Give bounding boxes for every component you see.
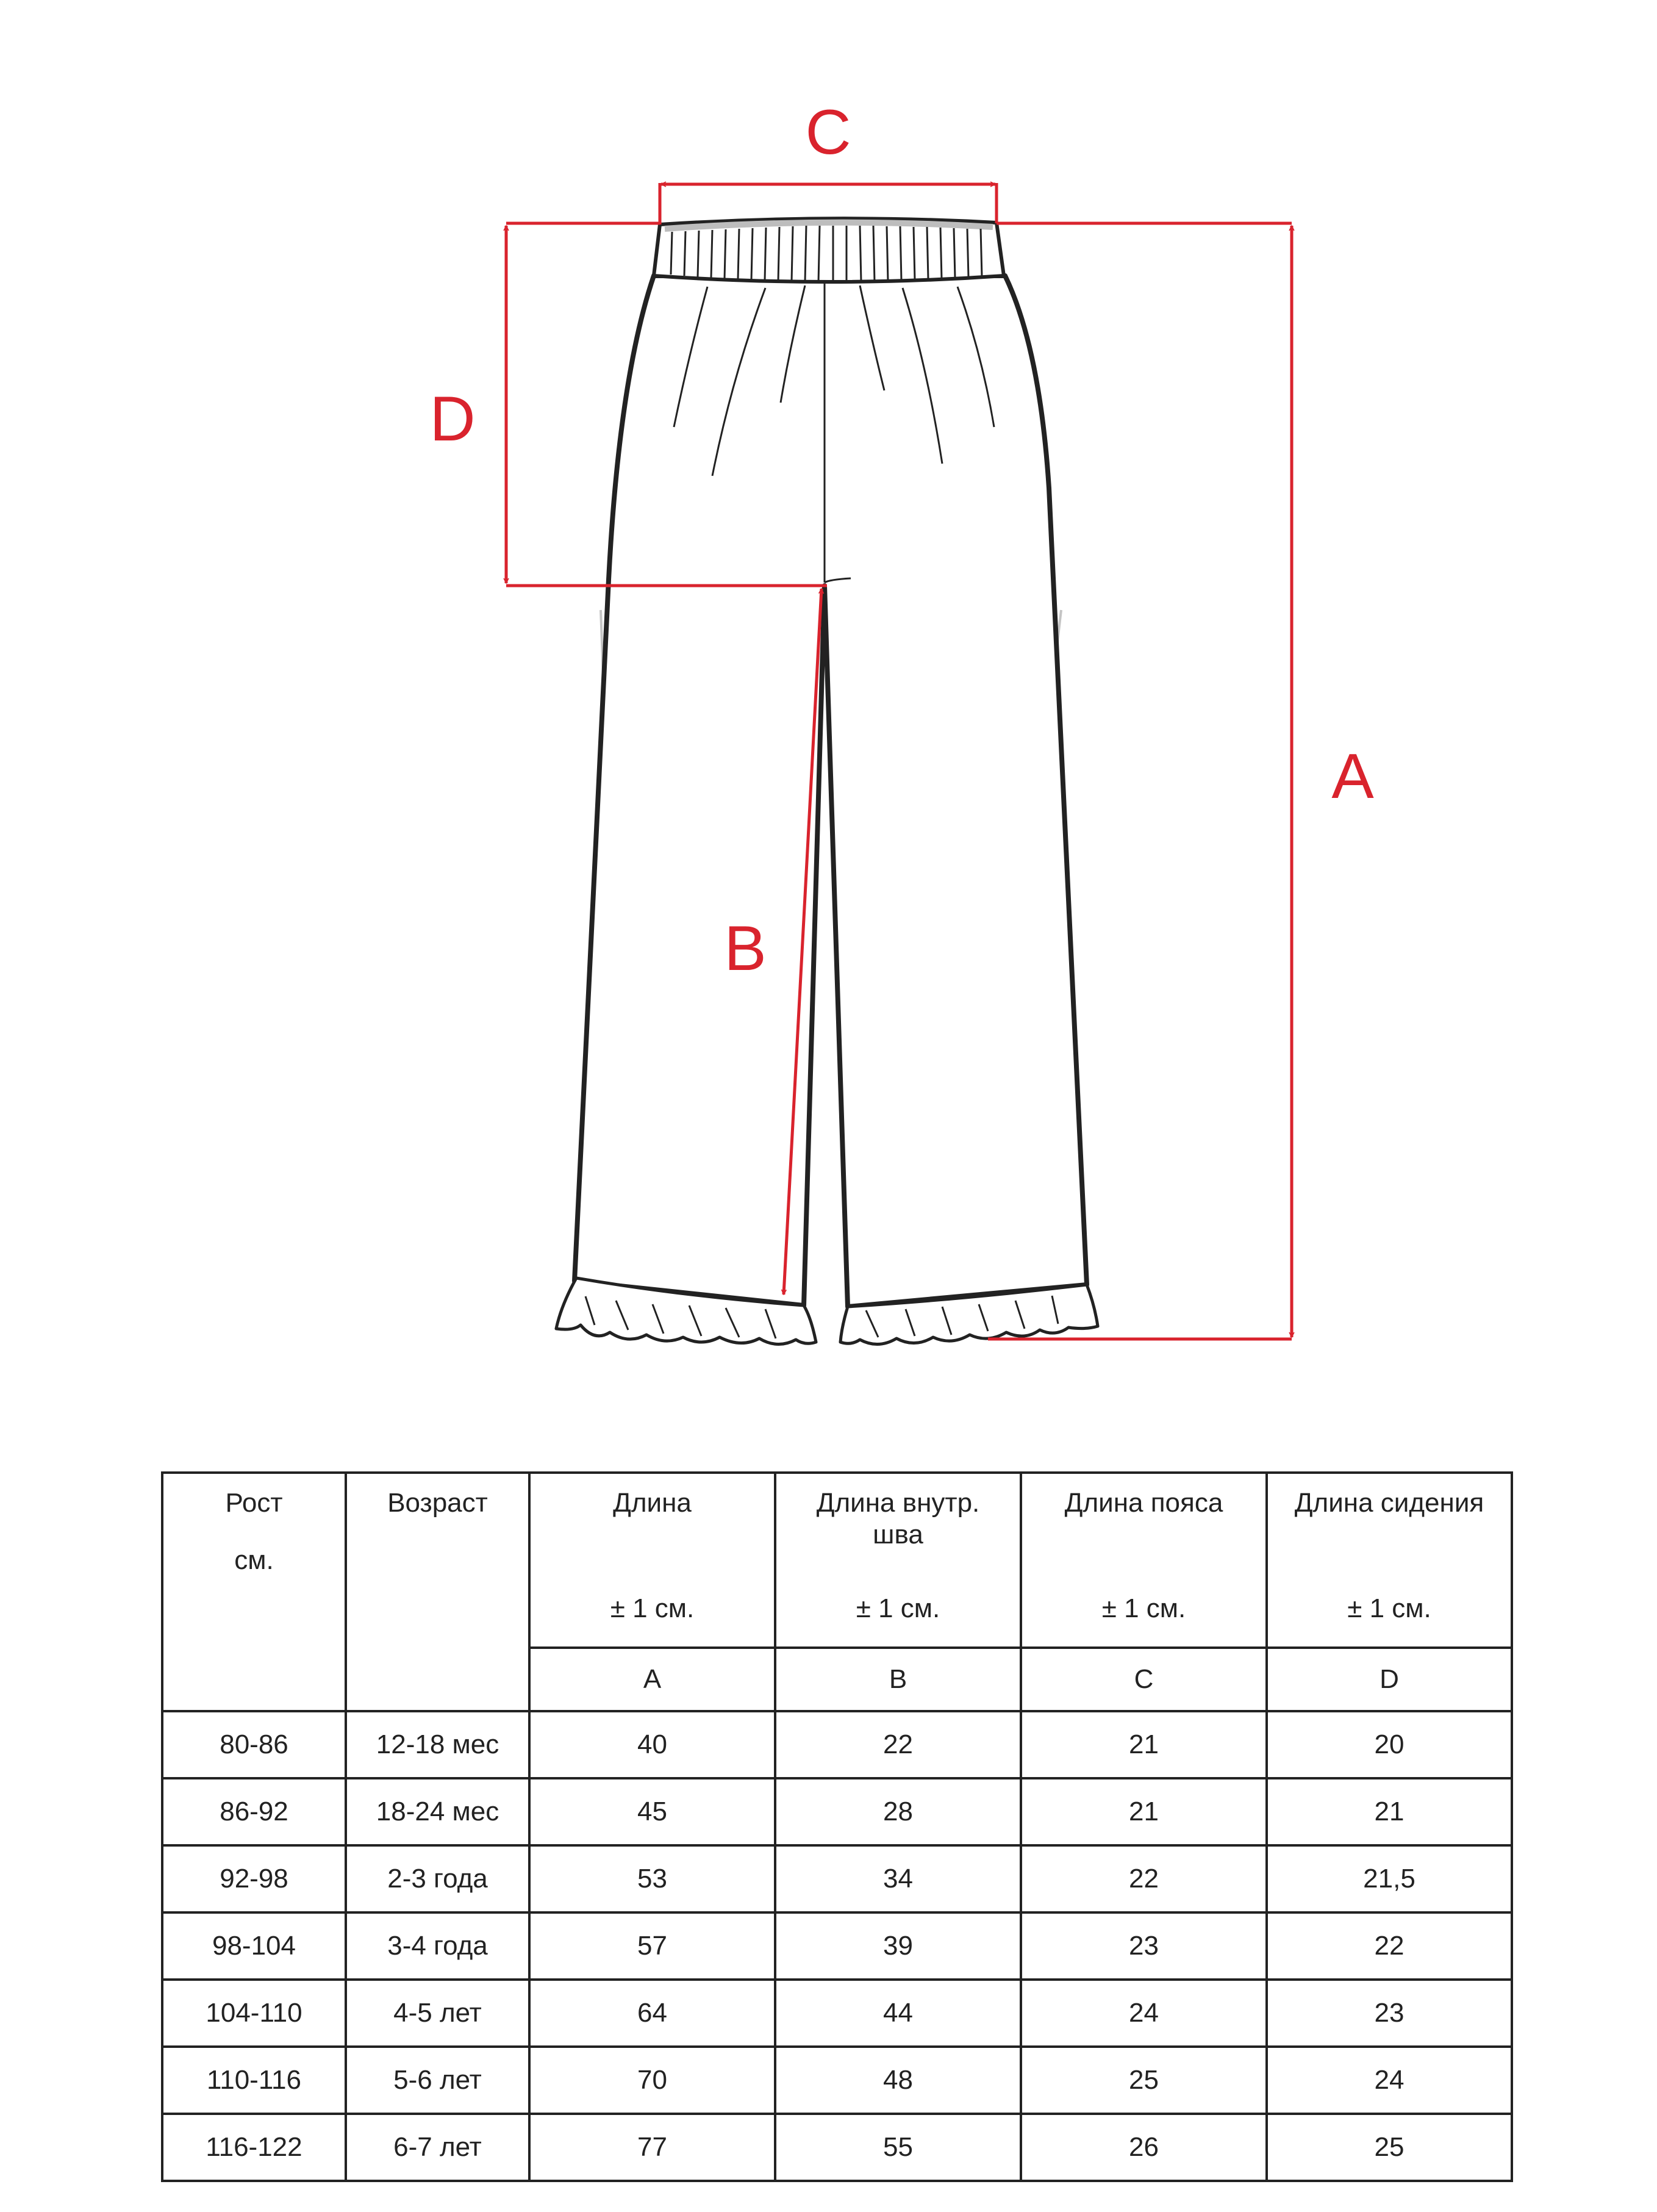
header-letter-b: B <box>775 1648 1021 1711</box>
header-age-title: Возраст <box>387 1488 488 1518</box>
header-age <box>346 1473 529 1711</box>
cell-inseam: 48 <box>775 2047 1021 2114</box>
dim-label-d: D <box>429 384 476 454</box>
dim-label-a: A <box>1331 741 1374 812</box>
cell-rise: 24 <box>1267 2047 1512 2114</box>
cell-waist: 25 <box>1021 2047 1267 2114</box>
header-inseam <box>775 1473 1021 1648</box>
header-height <box>162 1473 346 1711</box>
pants-outline <box>574 218 1087 1307</box>
header-length-unit: ± 1 см. <box>610 1593 695 1623</box>
table-header-row <box>162 1473 1512 1648</box>
dim-label-c: C <box>805 97 851 168</box>
table-row <box>162 2047 1512 2114</box>
cell-rise: 22 <box>1267 1912 1512 1980</box>
cell-length: 53 <box>529 1845 775 1912</box>
header-waist <box>1021 1473 1267 1648</box>
cell-waist: 23 <box>1021 1912 1267 1980</box>
header-height-unit: см. <box>234 1545 274 1575</box>
cell-height: 98-104 <box>162 1912 346 1980</box>
cell-height: 80-86 <box>162 1711 346 1778</box>
cell-rise: 25 <box>1267 2114 1512 2181</box>
table-row <box>162 1778 1512 1845</box>
header-height-title: Рост <box>225 1488 283 1518</box>
cell-age: 4-5 лет <box>346 1980 529 2047</box>
header-letter-a: A <box>529 1648 775 1711</box>
header-rise <box>1267 1473 1512 1648</box>
cell-height: 110-116 <box>162 2047 346 2114</box>
table-body <box>162 1711 1512 2181</box>
header-letter-d: D <box>1267 1648 1512 1711</box>
cell-inseam: 55 <box>775 2114 1021 2181</box>
table-row <box>162 2114 1512 2181</box>
header-length-title: Длина <box>613 1488 692 1518</box>
cell-rise: 20 <box>1267 1711 1512 1778</box>
cell-waist: 21 <box>1021 1711 1267 1778</box>
cell-inseam: 34 <box>775 1845 1021 1912</box>
cell-length: 45 <box>529 1778 775 1845</box>
cell-length: 64 <box>529 1980 775 2047</box>
table-row <box>162 1912 1512 1980</box>
cell-inseam: 39 <box>775 1912 1021 1980</box>
cell-inseam: 44 <box>775 1980 1021 2047</box>
table-row <box>162 1845 1512 1912</box>
cell-inseam: 22 <box>775 1711 1021 1778</box>
cell-length: 70 <box>529 2047 775 2114</box>
header-length <box>529 1473 775 1648</box>
cell-length: 40 <box>529 1711 775 1778</box>
cell-waist: 26 <box>1021 2114 1267 2181</box>
cell-waist: 22 <box>1021 1845 1267 1912</box>
cell-age: 18-24 мес <box>346 1778 529 1845</box>
cell-age: 3-4 года <box>346 1912 529 1980</box>
header-rise-title: Длина сидения <box>1294 1488 1484 1518</box>
cell-inseam: 28 <box>775 1778 1021 1845</box>
cell-age: 5-6 лет <box>346 2047 529 2114</box>
pants-body <box>574 276 1087 1307</box>
cell-age: 6-7 лет <box>346 2114 529 2181</box>
cell-height: 86-92 <box>162 1778 346 1845</box>
cell-age: 12-18 мес <box>346 1711 529 1778</box>
header-rise-unit: ± 1 см. <box>1347 1593 1431 1623</box>
size-chart-table <box>161 1471 1513 2182</box>
cell-height: 92-98 <box>162 1845 346 1912</box>
cell-waist: 24 <box>1021 1980 1267 2047</box>
header-inseam-title: Длина внутр. шва <box>816 1488 980 1549</box>
cell-height: 104-110 <box>162 1980 346 2047</box>
header-waist-unit: ± 1 см. <box>1101 1593 1186 1623</box>
header-letter-c: C <box>1021 1648 1267 1711</box>
cell-height: 116-122 <box>162 2114 346 2181</box>
cell-age: 2-3 года <box>346 1845 529 1912</box>
cell-length: 57 <box>529 1912 775 1980</box>
dim-label-b: B <box>724 913 767 984</box>
table-row <box>162 1711 1512 1778</box>
header-inseam-unit: ± 1 см. <box>856 1593 940 1623</box>
cell-waist: 21 <box>1021 1778 1267 1845</box>
cell-length: 77 <box>529 2114 775 2181</box>
cell-rise: 21 <box>1267 1778 1512 1845</box>
table-row <box>162 1980 1512 2047</box>
header-waist-title: Длина пояса <box>1064 1488 1223 1518</box>
cell-rise: 21,5 <box>1267 1845 1512 1912</box>
cell-rise: 23 <box>1267 1980 1512 2047</box>
